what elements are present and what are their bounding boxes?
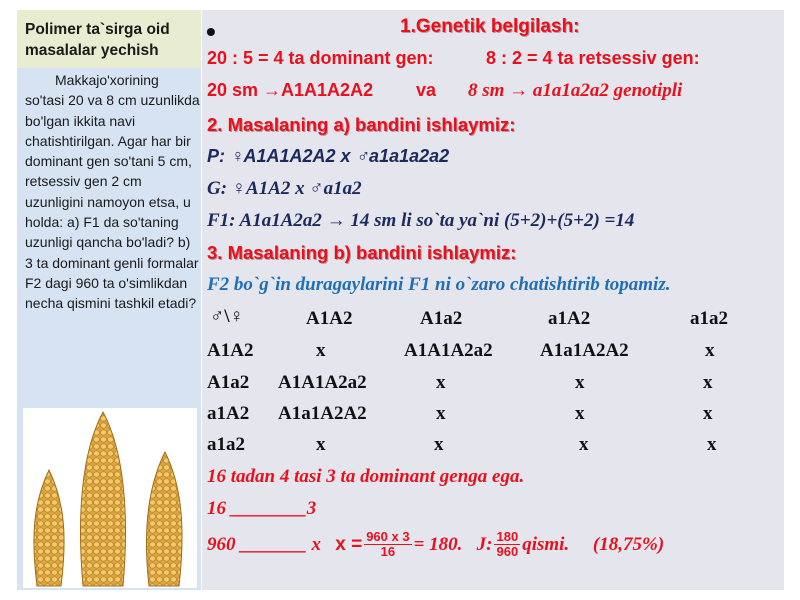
punnett-cell: x [436,372,446,393]
f2-instruction: F2 bo`g`in duragaylarini F1 ni o`zaro chatishtirib topamiz. [207,274,671,295]
result-ratio-text: 16 tadan 4 tasi 3 ta dominant genga ega. [207,466,525,487]
punnett-cell: x [707,434,717,455]
corn-cobs-image [23,408,197,588]
punnett-row-header: a1A2 [207,403,250,424]
punnett-cell: A1a1A2A2 [278,403,367,424]
proportion-part: 3 [306,498,317,519]
punnett-cell: x [703,372,713,393]
bullet-point: • [206,16,216,47]
title-box [17,10,201,68]
punnett-cell: x [703,403,713,424]
parent2-genotype: 8 sm → a1a1a2a2 genotipli [468,80,683,101]
punnett-col-header: a1a2 [690,308,728,329]
answer-label: J: [476,533,493,555]
fraction-calculation [364,530,411,559]
calc-total: 960 [207,533,236,555]
proportion-blank: ________ [230,498,307,519]
punnett-col-header: a1A2 [548,308,591,329]
punnett-cell: x [316,434,326,455]
calc-equation-label: x = [335,533,363,555]
and-word: va [416,80,437,100]
proportion-total: 16 [207,498,226,519]
calc-result: = 180. [413,533,463,555]
proportion-line [207,498,316,520]
punnett-col-header: A1a2 [420,308,463,329]
corn-illustration [23,408,197,588]
calculation-line [207,530,664,559]
punnett-cell: x [434,434,444,455]
parents-cross: P: ♀A1A1A2A2 x ♂a1a1a2a2 [207,146,450,166]
parent1-genotype: 20 sm →A1A1A2A2 [207,80,374,100]
slide-title: Polimer ta`sirga oid masalalar yechish [25,21,170,59]
fraction-numerator: 960 x 3 [366,529,410,544]
punnett-row-header: A1A2 [207,340,254,361]
fraction-denominator: 16 [380,544,396,559]
punnett-cell: x [579,434,589,455]
punnett-cell: x [316,340,326,361]
recessive-gene-count: 8 : 2 = 4 ta retsessiv gen: [486,48,700,68]
calc-unknown: x [311,533,321,555]
answer-denominator: 960 [496,544,519,559]
heading-part-a: 2. Masalaning a) bandini ishlaymiz: [207,114,516,135]
punnett-corner-label: ♂\♀ [210,306,244,327]
punnett-cell: x [705,340,715,361]
calc-blank: _______ [240,533,307,555]
heading-genetic-notation: 1.Genetik belgilash: [400,16,580,37]
sidebar-panel [17,10,201,590]
answer-percent: (18,75%) [592,533,665,555]
problem-statement: Makkajo'xorining so'tasi 20 va 8 cm uzunlikda bo'lgan ikkita navi chatishtirilgan. Agar har bir dominant gen so'tani 5 cm, retsessiv gen 2 cm uzunligini namoyon etsa, u holda: a) F1 da so'taning uzunligi qancha bo'ladi? b) 3 ta dominant genli formalar F2 dagi 960 ta o'simlikdan necha qismini tashkil etadi? [25,72,200,312]
heading-part-b: 3. Masalaning b) bandini ishlaymiz: [207,242,517,263]
solution-panel [202,10,784,590]
fraction-answer [494,530,520,559]
answer-word: qismi. [522,533,570,555]
punnett-row-header: A1a2 [207,372,250,393]
punnett-cell: x [436,403,446,424]
punnett-col-header: A1A2 [306,308,353,329]
punnett-cell: A1a1A2A2 [540,340,629,361]
punnett-cell: A1A1A2a2 [404,340,493,361]
answer-numerator: 180 [496,529,519,544]
gametes-line: G: ♀A1A2 x ♂a1a2 [207,178,362,199]
punnett-cell: A1A1A2a2 [278,372,367,393]
dominant-gene-count: 20 : 5 = 4 ta dominant gen: [207,48,434,68]
punnett-cell: x [575,372,585,393]
f1-result: F1: A1a1A2a2 → 14 sm li so`ta ya`ni (5+2)+(5+2) =14 [207,210,635,231]
punnett-cell: x [575,403,585,424]
punnett-row-header: a1a2 [207,434,245,455]
